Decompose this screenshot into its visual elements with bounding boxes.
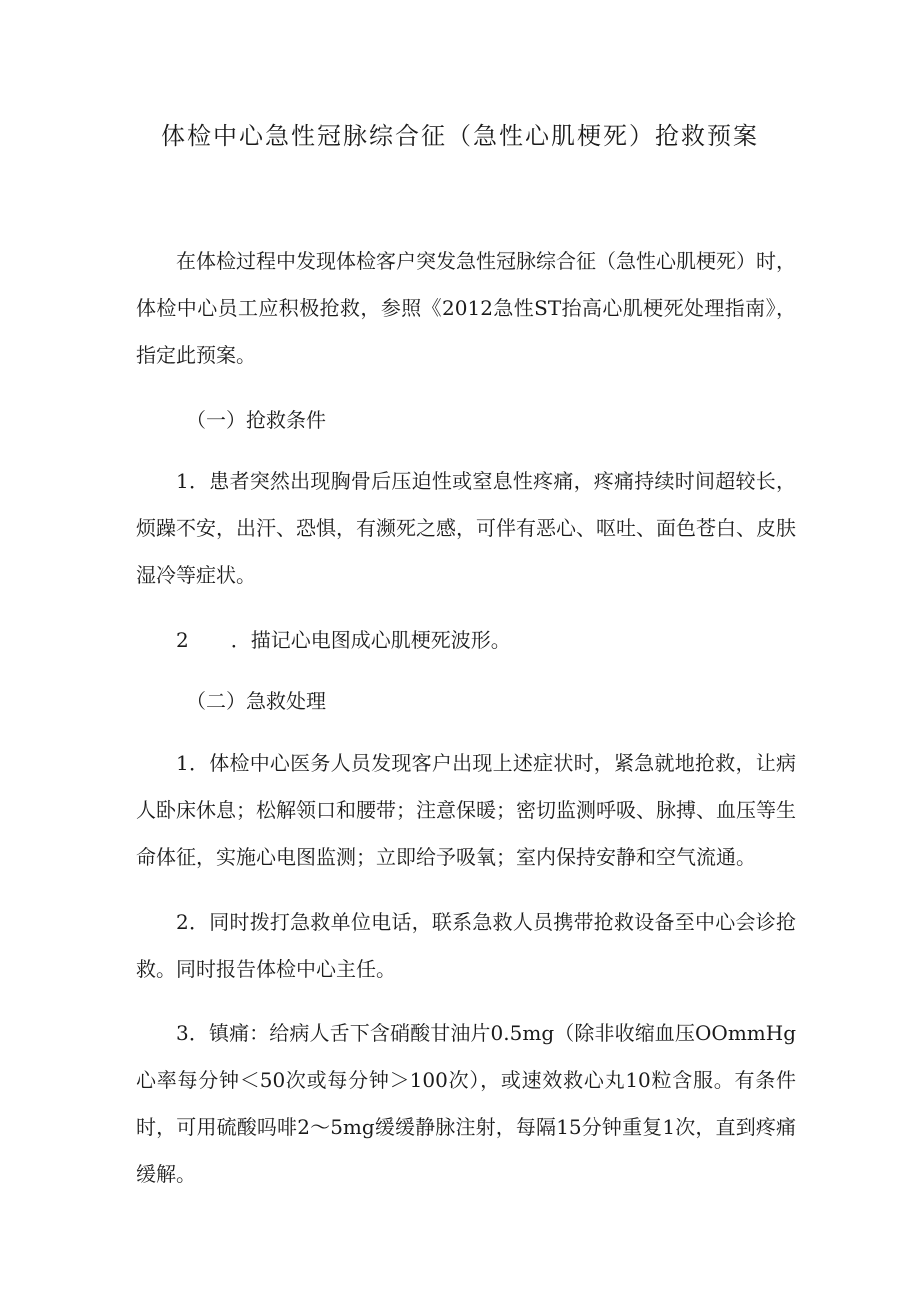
treatment-item-1: 1．体检中心医务人员发现客户出现上述症状时，紧急就地抢救，让病人卧床休息；松解领口和腰带；注意保暖；密切监测呼吸、脉搏、血压等生命体征，实施心电图监测；立即给予吸氧；室内保持安静和空气流通。 [136,751,796,869]
section-heading-emergency-treatment: （二）急救处理 [186,689,326,713]
document-title: 体检中心急性冠脉综合征（急性心肌梗死）抢救预案 [161,122,759,150]
treatment-item-3: 3．镇痛：给病人舌下含硝酸甘油片0.5mg（除非收缩血压OOmmHg心率每分钟＜50次或每分钟＞100次），或速效救心丸10粒含服。有条件时，可用硫酸吗啡2～5mg缓缓静脉注射，每隔15分钟重复1次，直到疼痛缓解。 [136,1021,796,1186]
condition-item-1: 1．患者突然出现胸骨后压迫性或窒息性疼痛，疼痛持续时间超较长，烦躁不安，出汗、恐惧，有濒死之感，可伴有恶心、呕吐、面色苍白、皮肤湿冷等症状。 [136,469,796,587]
treatment-item-2: 2．同时拨打急救单位电话，联系急救人员携带抢救设备至中心会诊抢救。同时报告体检中心主任。 [136,910,796,981]
condition-item-2-number: 2 [176,628,189,652]
condition-item-2-text: ．描记心电图成心肌梗死波形。 [230,628,511,652]
intro-paragraph: 在体检过程中发现体检客户突发急性冠脉综合征（急性心肌梗死）时，体检中心员工应积极抢救，参照《2012急性ST抬高心肌梗死处理指南》，指定此预案。 [136,249,796,367]
condition-item-2 [136,617,796,664]
section-heading-rescue-conditions: （一）抢救条件 [186,408,326,432]
